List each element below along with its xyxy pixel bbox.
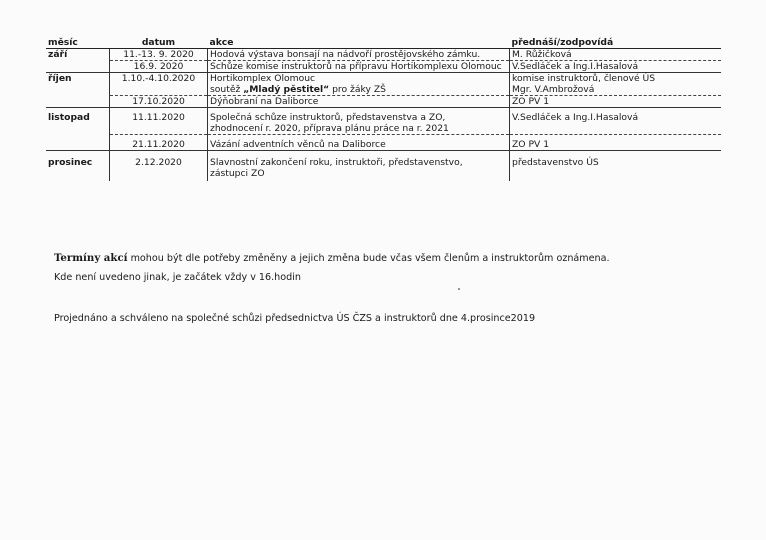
table-row — [46, 49, 721, 61]
action-text: soutěž — [210, 84, 244, 95]
row-date: 16.9. 2020 — [110, 61, 208, 73]
row-month: říjen — [48, 73, 72, 84]
terms-note-text: mohou být dle potřeby změněny a jejich změna bude včas všem členům a instruktorům oznámena. — [127, 253, 610, 264]
row-action: Schůze komise instruktorů na přípravu Hortikomplexu Olomouc — [208, 61, 510, 73]
row-date: 11.-13. 9. 2020 — [110, 49, 208, 61]
row-responsible: ZO PV 1 — [510, 96, 722, 108]
events-table — [46, 37, 721, 181]
row-date: 11.11.2020 — [110, 108, 208, 135]
table-row — [46, 135, 721, 151]
row-month: listopad — [48, 112, 90, 123]
header-responsible: přednáší/zodpovídá — [510, 37, 722, 49]
row-responsible: ZO PV 1 — [510, 135, 722, 151]
table-row — [46, 96, 721, 108]
row-date: 21.11.2020 — [110, 135, 208, 151]
action-line: Slavnostní zakončení roku, instruktoři, představenstvo, — [210, 157, 463, 168]
scan-speck — [458, 288, 460, 290]
row-month — [46, 135, 110, 151]
header-action: akce — [208, 37, 510, 49]
row-date: 1.10.-4.10.2020 — [110, 73, 208, 96]
row-responsible: V.Sedláček a Ing.I.Hasalová — [510, 61, 722, 73]
action-line: Společná schůze instruktorů, představenstva a ZO, — [210, 112, 446, 123]
row-action: Hodová výstava bonsají na nádvoří prostějovského zámku. — [208, 49, 510, 61]
row-action — [208, 151, 510, 182]
action-line: Hortikomplex Olomouc — [210, 73, 316, 84]
row-responsible: M. Růžičková — [510, 49, 722, 61]
row-date: 2.12.2020 — [110, 151, 208, 182]
row-action: Dýňobraní na Daliborce — [208, 96, 510, 108]
action-line — [210, 84, 507, 95]
row-action — [208, 73, 510, 96]
row-month — [46, 61, 110, 73]
approval-note: Projednáno a schváleno na společné schůzi předsednictva ÚS ČZS a instruktorů dne 4.prosince2019 — [54, 313, 536, 324]
row-month: prosinec — [48, 157, 93, 168]
table-row — [46, 73, 721, 96]
contest-name: „Mladý pěstitel“ — [243, 84, 330, 95]
action-line: zástupci ZO — [210, 168, 265, 179]
responsible-line: Mgr. V.Ambrožová — [512, 84, 595, 95]
table-row — [46, 108, 721, 135]
row-month: září — [48, 49, 68, 60]
action-line: zhodnocení r. 2020, příprava plánu práce na r. 2021 — [210, 123, 449, 134]
table-row — [46, 151, 721, 182]
table-row — [46, 61, 721, 73]
row-action: Vázání adventních věnců na Daliborce — [208, 135, 510, 151]
row-responsible: představenstvo ÚS — [510, 151, 722, 182]
responsible-line: komise instruktorů, členové ÚS — [512, 73, 656, 84]
row-date: 17.10.2020 — [110, 96, 208, 108]
terms-note — [54, 252, 610, 265]
terms-note-bold: Termíny akcí — [54, 252, 128, 264]
action-text: pro žáky ZŠ — [329, 84, 386, 95]
row-responsible: V.Sedláček a Ing.I.Hasalová — [510, 108, 722, 135]
header-date: datum — [110, 37, 208, 49]
header-month: měsíc — [46, 37, 110, 49]
row-month — [46, 96, 110, 108]
row-responsible — [510, 73, 722, 96]
row-action — [208, 108, 510, 135]
table-header-row — [46, 37, 721, 49]
time-note: Kde není uvedeno jinak, je začátek vždy v 16.hodin — [54, 272, 301, 283]
